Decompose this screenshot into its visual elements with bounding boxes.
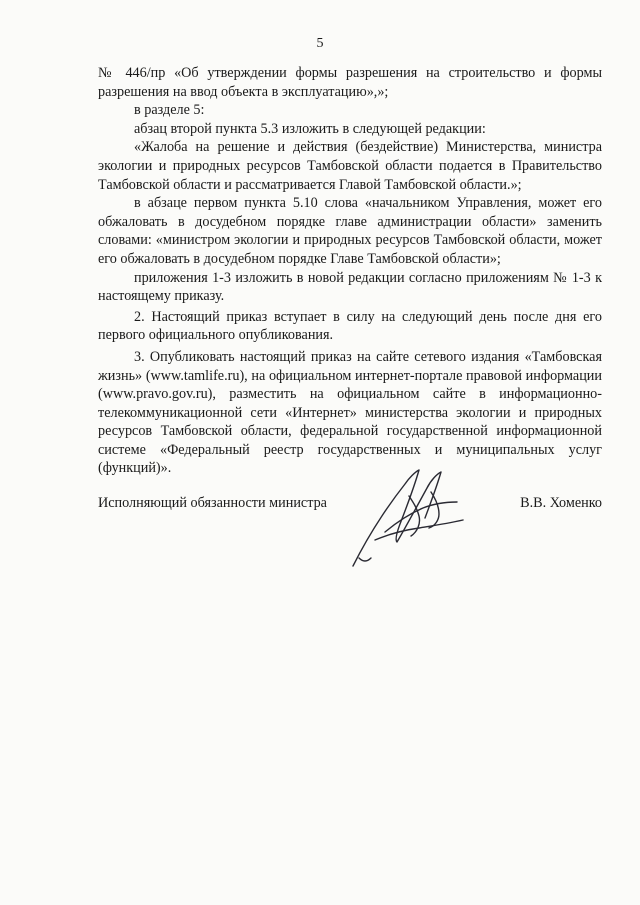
paragraph-section-5: в разделе 5: — [134, 102, 205, 119]
paragraph-item-5-10: в абзаце первом пункта 5.10 слова «начальником Управления, может его обжаловать в досудебном порядке главе администрации области» заменить словами: «министром экологии и природных ресурсов Тамбовской области, может его обжаловать в досудебном порядке Главе Тамбовской области»; — [98, 195, 602, 267]
paragraph-point-2: 2. Настоящий приказ вступает в силу на следующий день после дня его первого официального опубликования. — [98, 308, 602, 344]
signer-title: Исполняющий обязанности министра — [98, 495, 327, 511]
paragraph-item-5-3: абзац второй пункта 5.3 изложить в следующей редакции: — [134, 120, 486, 137]
paragraph-point-3: 3. Опубликовать настоящий приказ на сайте сетевого издания «Тамбовская жизнь» (www.tamlife.ru), на официальном интернет-портале правовой информации (www.pravo.gov.ru), разместить на официальном сайте в информационно-телекоммуникационной сети «Интернет» министерства экологии и природных ресурсов Тамбовской области, федеральной государственной информационной системе «Федеральный реестр государственных и муниципальных услуг (функций)». — [98, 348, 602, 477]
paragraph-order-reference: № 446/пр «Об утверждении формы разрешения на строительство и формы разрешения на ввод объекта в эксплуатацию»,»; — [98, 65, 602, 100]
handwritten-signature — [345, 462, 475, 572]
paragraph-appendices: приложения 1-3 изложить в новой редакции согласно приложениям № 1-3 к настоящему приказу. — [98, 269, 602, 305]
signer-name: В.В. Хоменко — [520, 495, 602, 511]
page-number: 5 — [316, 36, 324, 51]
document-body — [98, 64, 602, 478]
paragraph-complaint-text: «Жалоба на решение и действия (бездействие) Министерства, министра экологии и природных ресурсов Тамбовской области подается в Правительство Тамбовской области и рассматривается Главой Тамбовской области.»; — [98, 139, 602, 193]
